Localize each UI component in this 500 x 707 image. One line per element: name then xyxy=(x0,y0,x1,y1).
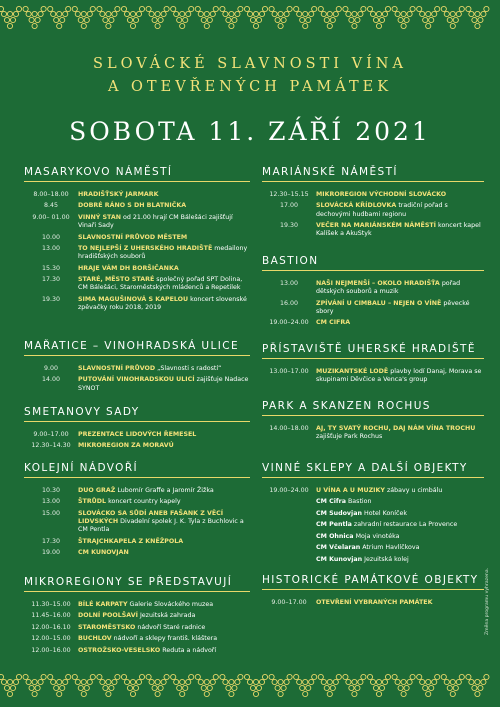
grape-cluster-icon xyxy=(441,6,464,28)
schedule-row xyxy=(262,202,484,218)
event-time xyxy=(262,544,316,552)
event-name: OTEVŘENÍ VYBRANÝCH PAMÁTEK xyxy=(316,599,433,606)
event-name: SLOVÁCKÁ KŘÍDLOVKA xyxy=(316,202,397,210)
section-title: MIKROREGIONY SE PŘEDSTAVUJÍ xyxy=(24,576,233,588)
event-time: 9.00– 01.00 xyxy=(32,213,70,221)
grape-cluster-icon xyxy=(343,6,366,28)
grape-cluster-icon xyxy=(318,6,341,28)
schedule-row xyxy=(262,533,484,541)
event-time: 13.00 xyxy=(41,498,61,506)
section-divider xyxy=(24,591,250,592)
section-title: BASTION xyxy=(262,255,319,267)
grape-cluster-icon xyxy=(195,6,218,28)
event-description xyxy=(316,425,484,441)
event-description xyxy=(316,319,484,327)
section-divider xyxy=(262,589,484,590)
event-note: „Slavnosti s radostí“ xyxy=(157,365,222,372)
program-section xyxy=(262,462,484,567)
section-title: MAŘATICE – VINOHRADSKÁ ULICE xyxy=(24,340,239,352)
event-time: 12.00–16.00 xyxy=(31,646,71,654)
grape-cluster-icon xyxy=(0,674,22,696)
event-name: PREZENTACE LIDOVÝCH ŘEMESEL xyxy=(78,431,197,438)
event-description xyxy=(316,498,484,506)
event-description xyxy=(78,510,250,534)
section-title: MARIÁNSKÉ NÁMĚSTÍ xyxy=(262,166,398,178)
schedule-row xyxy=(24,296,250,312)
grape-cluster-icon xyxy=(466,6,489,28)
grape-cluster-icon xyxy=(121,674,144,696)
grape-cluster-icon xyxy=(466,674,489,696)
event-note: pořad dětských souborů a muzik xyxy=(316,280,461,296)
credit-note: Změna programu vyhrazena. xyxy=(485,567,490,635)
event-description xyxy=(78,612,250,620)
event-time: 15.00 xyxy=(41,509,61,517)
event-note: od 21.00 hrají CM Bálešáci zajišťují Vinaři Sady xyxy=(78,213,233,230)
event-description xyxy=(78,296,250,312)
schedule-row xyxy=(24,202,250,210)
section-title: VINNÉ SKLEPY A DALŠÍ OBJEKTY xyxy=(262,462,468,474)
schedule-row xyxy=(24,265,250,273)
schedule-row xyxy=(262,487,484,495)
event-description xyxy=(78,431,250,439)
schedule-row xyxy=(24,538,250,546)
grape-cluster-icon xyxy=(23,674,46,696)
event-name: TO NEJLEPŠÍ Z UHERSKÉHO HRADIŠTĚ xyxy=(78,245,213,253)
event-name: BÍLÉ KARPATY xyxy=(78,601,128,608)
event-name: DUO GRAŽ xyxy=(78,487,116,494)
schedule-row xyxy=(24,365,250,373)
event-description xyxy=(78,498,250,506)
grape-cluster-icon xyxy=(146,674,169,696)
event-description xyxy=(316,510,484,518)
event-description xyxy=(78,538,250,546)
event-note: nádvoří a sklepy františ. kláštera xyxy=(113,635,218,643)
grape-cluster-icon xyxy=(269,674,292,696)
section-divider xyxy=(262,477,484,478)
event-description xyxy=(316,521,484,529)
event-time: 13.00 xyxy=(279,280,299,287)
event-time: 19.00–24.00 xyxy=(269,487,309,494)
event-note: koncert country kapely xyxy=(108,498,181,506)
event-time: 11.30–15.00 xyxy=(31,601,71,608)
event-time: 13.00 xyxy=(41,245,61,253)
schedule-row xyxy=(24,487,250,495)
schedule-row xyxy=(262,191,484,199)
event-time: 19.00–24.00 xyxy=(269,319,309,327)
grape-cluster-icon xyxy=(72,674,95,696)
event-description xyxy=(78,365,250,373)
event-name: CM Kunovjan xyxy=(316,555,363,563)
program-section xyxy=(24,576,250,658)
grape-cluster-icon xyxy=(0,6,22,28)
grape-cluster-icon xyxy=(417,6,440,28)
event-name: BUCHLOV xyxy=(78,635,112,643)
event-name: STAROMĚSTSKO xyxy=(78,623,136,631)
event-time: 19.30 xyxy=(279,222,299,230)
event-description xyxy=(316,487,484,495)
event-time: 12.00–15.00 xyxy=(31,635,71,643)
event-description xyxy=(78,234,250,242)
grape-cluster-icon xyxy=(121,6,144,28)
event-description xyxy=(78,601,250,609)
grape-cluster-icon xyxy=(146,6,169,28)
event-description xyxy=(316,202,484,218)
event-note: koncert slovenské zpěvačky roku 2018, 2019 xyxy=(78,295,247,311)
festival-title-line2: A OTEVŘENÝCH PAMÁTEK xyxy=(107,79,393,95)
event-description xyxy=(78,376,250,392)
event-name: ŠTRAJCHKAPELA Z KNĚŽPOLA xyxy=(78,537,184,545)
event-note: Bastion xyxy=(347,498,372,506)
event-description xyxy=(316,222,484,238)
event-name: ZPÍVÁNÍ U CIMBALU – NEJEN O VÍNĚ xyxy=(316,299,442,307)
event-time: 13.00–17.00 xyxy=(269,368,309,375)
event-note: koncert kapel Kalíšek a AkuStyk xyxy=(316,222,481,238)
event-description xyxy=(316,368,484,384)
event-name: CM CIFRA xyxy=(316,319,351,327)
schedule-row xyxy=(262,222,484,238)
grape-cluster-icon xyxy=(441,674,464,696)
event-name: MIKROREGION VÝCHODNÍ SLOVÁCKO xyxy=(316,191,447,198)
schedule-row xyxy=(24,635,250,643)
schedule-row xyxy=(262,498,484,506)
event-time: 17.30 xyxy=(41,276,61,284)
event-time: 9.00 xyxy=(43,365,59,372)
section-divider xyxy=(262,358,484,359)
event-description xyxy=(78,265,250,273)
event-note: Lubomír Graffe a Jaromír Žižka xyxy=(117,487,214,494)
event-note: zajišťuje Nadace SYNOT xyxy=(78,376,249,392)
schedule-row xyxy=(262,510,484,518)
event-time: 19.00 xyxy=(41,549,61,557)
event-description xyxy=(78,276,250,292)
event-description xyxy=(316,300,484,316)
event-name: PUTOVÁNÍ VINOHRADSKOU ULICÍ xyxy=(78,376,195,384)
event-name: MIKROREGION ZA MORAVÚ xyxy=(78,442,174,450)
event-note: zajišťuje Park Rochus xyxy=(316,433,383,441)
event-description xyxy=(78,245,250,261)
event-name: SLAVNOSTNÍ PRŮVOD xyxy=(78,365,156,372)
program-section xyxy=(24,166,250,315)
event-name: CM Pentla xyxy=(316,521,352,529)
event-name: AJ, TY SVATÝ ROCHU, DAJ NÁM VÍNA TROCHU xyxy=(316,425,476,432)
event-time: 8.00–18.00 xyxy=(33,191,69,198)
grape-cluster-icon xyxy=(48,6,71,28)
schedule-row xyxy=(24,376,250,392)
grape-border-bottom xyxy=(0,672,500,702)
event-name: HRAJE VÁM DH BORŠIČANKA xyxy=(78,264,179,272)
grape-cluster-icon xyxy=(244,6,267,28)
schedule-row xyxy=(24,442,250,450)
section-title: HISTORICKÉ PAMÁTKOVÉ OBJEKTY xyxy=(262,574,479,586)
event-time: 11.45–16.00 xyxy=(31,612,71,620)
event-note: pěvecké sbory xyxy=(316,299,470,315)
event-time: 8.45 xyxy=(43,202,59,210)
event-name: CM Včelaran xyxy=(316,544,361,552)
festival-title-line1: SLOVÁCKÉ SLAVNOSTI VÍNA xyxy=(93,56,407,72)
program-section xyxy=(24,340,250,396)
section-divider xyxy=(262,270,484,271)
event-name: SLAVNOSTNÍ PRŮVOD MĚSTEM xyxy=(78,233,188,241)
event-time: 17.00 xyxy=(279,202,299,210)
event-description xyxy=(78,202,250,210)
event-time xyxy=(262,533,316,541)
event-time: 14.00–18.00 xyxy=(269,425,309,432)
event-name: ŠTRŮDL xyxy=(78,498,107,506)
event-note: zábavy u cimbálu xyxy=(386,487,443,494)
event-name: CM Cifra xyxy=(316,498,346,506)
schedule-row xyxy=(262,280,484,296)
event-time: 12.30–15.15 xyxy=(269,191,309,198)
event-note: nádvoří Staré radnice xyxy=(137,623,206,631)
section-title: PARK A SKANZEN ROCHUS xyxy=(262,400,431,412)
event-name: DOLNÍ POOLŠAVÍ xyxy=(78,612,138,620)
event-time: 16.00 xyxy=(279,299,299,307)
schedule-row xyxy=(24,214,250,230)
event-description xyxy=(78,191,250,199)
grape-cluster-icon xyxy=(367,674,390,696)
event-time: 17.30 xyxy=(41,537,61,545)
schedule-row xyxy=(24,245,250,261)
grape-cluster-icon xyxy=(171,674,194,696)
event-date: SOBOTA 11. ZÁŘÍ 2021 xyxy=(69,117,431,146)
event-time xyxy=(262,556,316,564)
event-time: 12.30–14.30 xyxy=(31,442,71,450)
schedule-row xyxy=(24,601,250,609)
grape-cluster-icon xyxy=(48,674,71,696)
event-note: zahradní restaurace La Provence xyxy=(353,521,458,529)
event-time: 10.00 xyxy=(41,233,61,241)
event-description xyxy=(316,191,484,199)
event-note: medailony hradišťských souborů xyxy=(78,245,248,261)
event-name: VEČER NA MARIÁNSKÉM NÁMĚSTÍ xyxy=(316,222,437,230)
grape-cluster-icon xyxy=(343,674,366,696)
program-section xyxy=(24,406,250,454)
event-time xyxy=(262,498,316,506)
schedule-row xyxy=(24,510,250,534)
event-description xyxy=(316,280,484,296)
grape-cluster-icon xyxy=(367,6,390,28)
event-time: 19.30 xyxy=(41,295,61,303)
event-description xyxy=(78,214,250,230)
event-name: HRADIŠŤSKÝ JARMARK xyxy=(78,191,159,198)
grape-cluster-icon xyxy=(97,674,120,696)
event-name: DOBRÉ RÁNO S DH BLATNIČKA xyxy=(78,202,187,210)
event-time xyxy=(262,521,316,529)
event-description xyxy=(78,487,250,495)
event-note: společný pořad SPT Dolina, CM Bálešáci, Staroměstských mládenců a Repetilek xyxy=(78,276,243,292)
grape-cluster-icon xyxy=(269,6,292,28)
program-section xyxy=(24,462,250,561)
event-name: STARÉ, MĚSTO STARÉ xyxy=(78,276,155,284)
grape-cluster-icon xyxy=(417,674,440,696)
section-title: SMETANOVY SADY xyxy=(24,406,140,418)
program-section xyxy=(262,255,484,331)
schedule-row xyxy=(262,368,484,384)
grape-cluster-icon xyxy=(294,674,317,696)
event-time: 10.30 xyxy=(41,487,61,494)
grape-cluster-icon xyxy=(97,6,120,28)
schedule-row xyxy=(24,276,250,292)
grape-cluster-icon xyxy=(392,6,415,28)
event-name: VINNÝ STAN xyxy=(78,213,121,221)
event-name: CM Sudovjan xyxy=(316,509,362,517)
event-description xyxy=(316,544,484,552)
event-time: 9.00–17.00 xyxy=(271,599,307,606)
event-name: U VÍNA A U MUZIKY xyxy=(316,487,385,494)
event-note: Reduta a nádvoří xyxy=(162,646,217,654)
program-section xyxy=(262,343,484,388)
event-note: plavby lodí Danaj, Morava se skupinami Děvčice a Venca's group xyxy=(316,368,482,384)
program-section xyxy=(262,166,484,242)
section-divider xyxy=(262,415,484,416)
schedule-row xyxy=(24,431,250,439)
event-note: Mojа vinotéka xyxy=(355,532,400,540)
event-note: Galerie Slováckého muzea xyxy=(129,601,214,608)
grape-cluster-icon xyxy=(195,674,218,696)
section-divider xyxy=(24,477,250,478)
schedule-row xyxy=(24,647,250,655)
grape-cluster-icon xyxy=(72,6,95,28)
event-name: CM Ohnica xyxy=(316,532,354,540)
schedule-row xyxy=(24,191,250,199)
schedule-row xyxy=(24,549,250,557)
event-note: Jezuitská kolej xyxy=(364,555,409,563)
program-section xyxy=(262,574,484,610)
event-note: Atrium Havlíčkova xyxy=(362,544,420,552)
event-description xyxy=(78,647,250,655)
event-note: Divadelní spolek J. K. Tyla z Buchlovic a CM Pentla xyxy=(78,518,244,534)
grape-cluster-icon xyxy=(220,6,243,28)
event-name: NAŠI NEJMENŠÍ – OKOLO HRADIŠŤA xyxy=(316,280,440,287)
event-description xyxy=(78,442,250,450)
section-divider xyxy=(24,181,250,182)
grape-border-top xyxy=(0,4,500,34)
event-time: 12.00–16.10 xyxy=(31,623,71,631)
event-description xyxy=(78,624,250,632)
event-time: 15.30 xyxy=(41,264,61,272)
event-name: MUZIKANTSKÉ LODĚ xyxy=(316,368,389,375)
schedule-row xyxy=(262,300,484,316)
grape-cluster-icon xyxy=(23,6,46,28)
event-note: Hotel Koníček xyxy=(363,509,408,517)
schedule-row xyxy=(24,234,250,242)
schedule-row xyxy=(262,599,484,607)
event-description xyxy=(316,556,484,564)
event-description xyxy=(316,599,484,607)
grape-cluster-icon xyxy=(220,674,243,696)
event-note: tradiční pořad s dechovými hudbami regionu xyxy=(316,202,448,218)
event-note: Jezuitská zahrada xyxy=(139,612,196,620)
schedule-row xyxy=(262,425,484,441)
schedule-row xyxy=(262,544,484,552)
event-name: CM KUNOVJAN xyxy=(78,549,129,557)
event-time: 9.00–17.00 xyxy=(33,431,69,438)
schedule-row xyxy=(262,556,484,564)
schedule-row xyxy=(24,624,250,632)
event-description xyxy=(78,635,250,643)
schedule-row xyxy=(262,521,484,529)
schedule-row xyxy=(24,612,250,620)
section-title: PŘÍSTAVIŠTĚ UHERSKÉ HRADIŠTĚ xyxy=(262,343,476,355)
program-section xyxy=(262,400,484,445)
grape-cluster-icon xyxy=(294,6,317,28)
event-name: SIMA MAGUŠINOVÁ S KAPELOU xyxy=(78,295,189,303)
section-title: MASARYKOVO NÁMĚSTÍ xyxy=(24,166,173,178)
section-divider xyxy=(24,421,250,422)
schedule-row xyxy=(262,319,484,327)
event-time xyxy=(262,510,316,518)
grape-cluster-icon xyxy=(171,6,194,28)
event-description xyxy=(316,533,484,541)
section-title: KOLEJNÍ NÁDVOŘÍ xyxy=(24,462,139,474)
event-name: SLOVÁCKO SA SŮDÍ ANEB FAŠANK Z VĚCÍ LIDVSKÝCH xyxy=(78,509,224,526)
grape-cluster-icon xyxy=(244,674,267,696)
schedule-row xyxy=(24,498,250,506)
event-description xyxy=(78,549,250,557)
event-name: OSTROŽSKO-VESELSKO xyxy=(78,646,161,654)
event-time: 14.00 xyxy=(41,376,61,384)
grape-cluster-icon xyxy=(392,674,415,696)
section-divider xyxy=(262,181,484,182)
section-divider xyxy=(24,355,250,356)
grape-cluster-icon xyxy=(318,674,341,696)
